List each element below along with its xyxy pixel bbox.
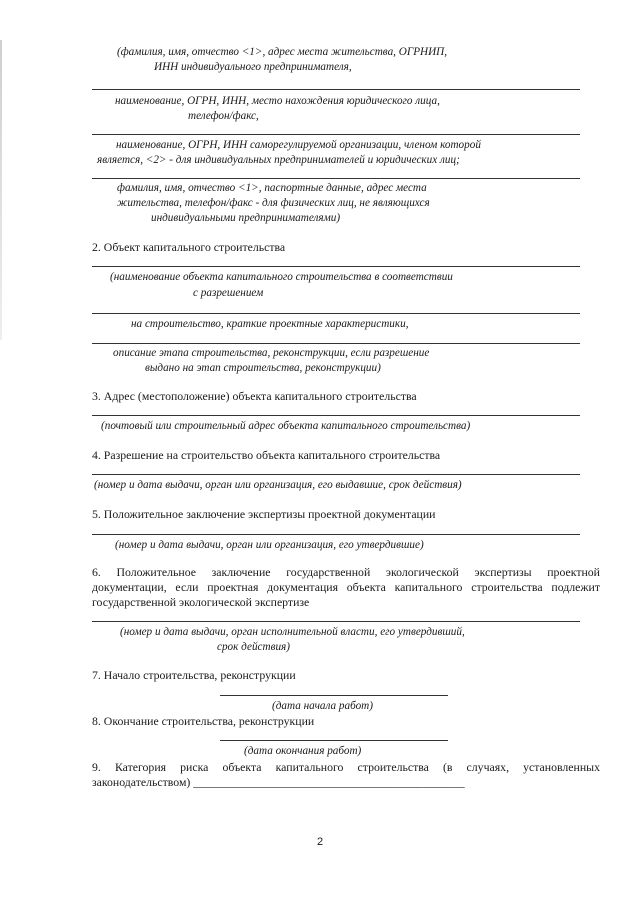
hint-applicant-line7: фамилия, имя, отчество <1>, паспортные данные, адрес места (117, 182, 427, 194)
blank-line (92, 266, 580, 267)
blank-line (92, 313, 580, 314)
section-3-label: 3. Адрес (местоположение) объекта капитального строительства (92, 389, 417, 403)
blank-line (92, 343, 580, 344)
section-2-label: 2. Объект капитального строительства (92, 240, 286, 254)
section-6-text: 6. Положительное заключение государственной экологической экспертизы проектной документации, если проектная документация объекта капитального строительства подлежит государственной экологической экспертизе (92, 565, 600, 609)
blank-line (92, 474, 580, 475)
hint-expertise: (номер и дата выдачи, орган или организация, его утвердившие) (115, 539, 424, 551)
hint-applicant-line9: индивидуальными предпринимателями) (151, 212, 341, 224)
hint-applicant-line2: ИНН индивидуального предпринимателя, (154, 61, 352, 73)
hint-address: (почтовый или строительный адрес объекта капитального строительства) (101, 420, 471, 432)
hint-applicant-line5: наименование, ОГРН, ИНН саморегулируемой организации, членом которой (116, 139, 481, 151)
hint-object-line5: выдано на этап строительства, реконструкции) (145, 362, 381, 374)
hint-eco-expertise-line1: (номер и дата выдачи, орган исполнительной власти, его утвердивший, (120, 626, 465, 638)
blank-line (92, 534, 580, 535)
section-9-text: 9. Категория риска объекта капитального строительства (в случаях, установленных законодательством) ______________________________________________ (92, 760, 600, 789)
hint-object-line3: на строительство, краткие проектные характеристики, (131, 318, 409, 330)
hint-applicant-line1: (фамилия, имя, отчество <1>, адрес места жительства, ОГРНИП, (117, 46, 448, 58)
scan-edge-shadow (0, 40, 2, 340)
hint-start-date: (дата начала работ) (272, 700, 373, 712)
blank-line (92, 621, 580, 622)
hint-applicant-line3: наименование, ОГРН, ИНН, место нахождения юридического лица, (115, 95, 440, 107)
hint-applicant-line8: жительства, телефон/факс - для физических лиц, не являющихся (117, 197, 430, 209)
blank-line (92, 415, 580, 416)
section-8-label: 8. Окончание строительства, реконструкции (92, 714, 315, 728)
section-7-label: 7. Начало строительства, реконструкции (92, 668, 296, 682)
blank-line (92, 178, 580, 179)
hint-applicant-line4: телефон/факс, (188, 110, 259, 122)
hint-permit: (номер и дата выдачи, орган или организация, его выдавшие, срок действия) (94, 479, 462, 491)
section-4-label: 4. Разрешение на строительство объекта капитального строительства (92, 448, 441, 462)
page-number: 2 (316, 836, 324, 848)
section-5-label: 5. Положительное заключение экспертизы проектной документации (92, 507, 436, 521)
blank-line (220, 695, 448, 696)
blank-line (92, 134, 580, 135)
blank-line (220, 740, 448, 741)
hint-end-date: (дата окончания работ) (244, 745, 362, 757)
hint-object-line2: с разрешением (193, 287, 264, 299)
hint-object-line4: описание этапа строительства, реконструкции, если разрешение (113, 347, 430, 359)
hint-applicant-line6: является, <2> - для индивидуальных предпринимателей и юридических лиц; (97, 154, 460, 166)
blank-line (92, 89, 580, 90)
hint-object-line1: (наименование объекта капитального строительства в соответствии (110, 271, 453, 283)
hint-eco-expertise-line2: срок действия) (217, 641, 290, 653)
